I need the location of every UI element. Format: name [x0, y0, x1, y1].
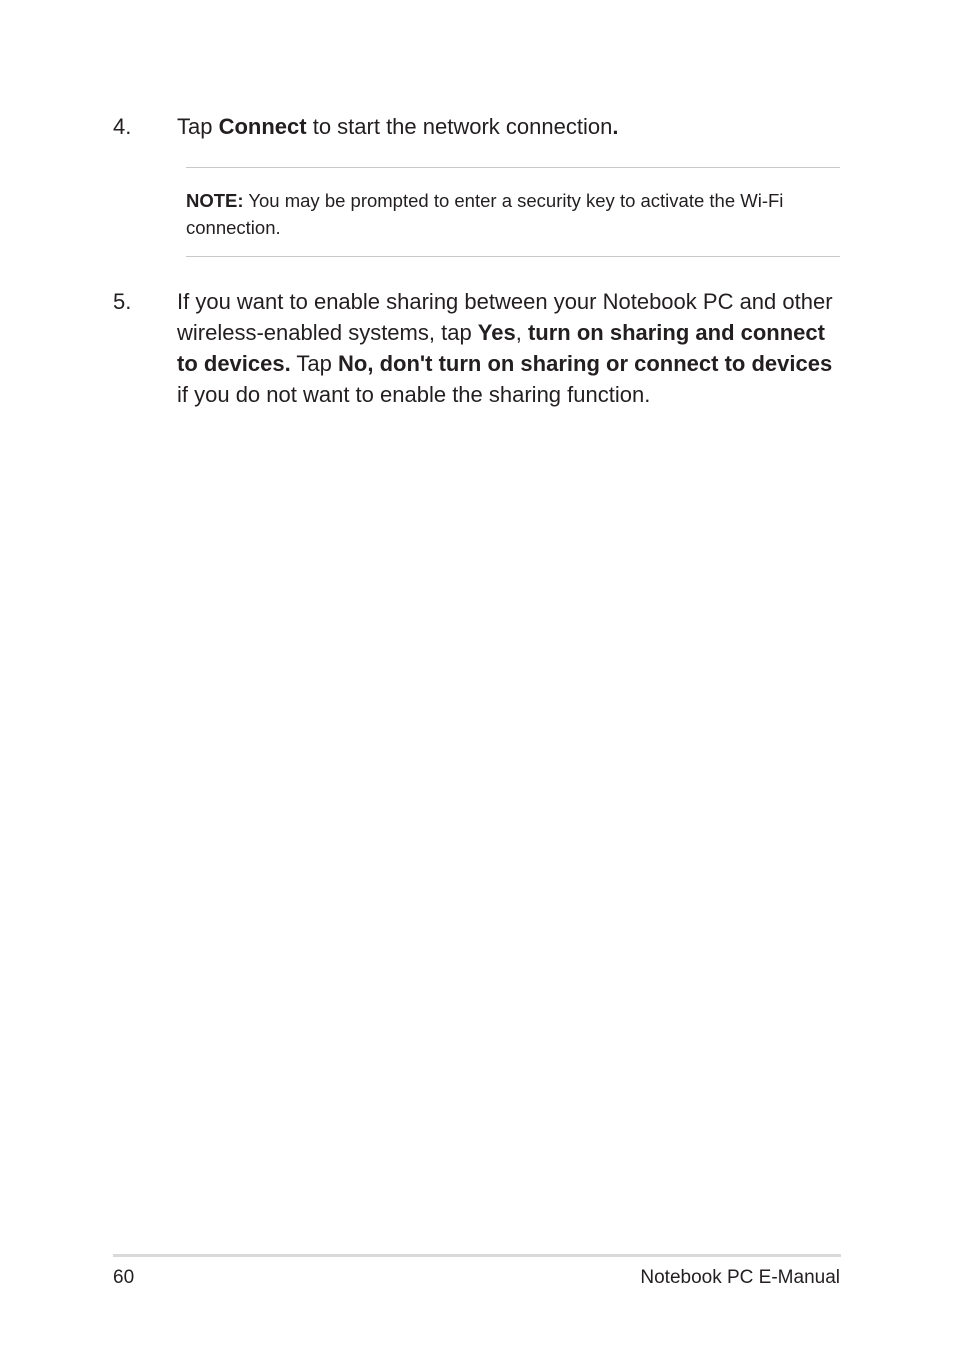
note-top-divider: [186, 167, 840, 168]
page-number: 60: [113, 1267, 135, 1288]
note-bottom-divider: [186, 256, 840, 257]
step-5-text-1: If you want to enable sharing between your Notebook PC and other wireless-enabled systems, tap: [177, 289, 833, 345]
step-4-text-pre: Tap: [177, 114, 219, 139]
note-text: You may be prompted to enter a security key to activate the Wi-Fi connection.: [186, 190, 784, 238]
step-5-turn-on-bold: turn on sharing and connect to devices.: [177, 320, 825, 376]
manual-title: Notebook PC E-Manual: [640, 1267, 840, 1288]
note-label: NOTE:: [186, 190, 244, 211]
step-4-text-mid: to start the network connection: [306, 114, 613, 139]
step-4-connect-bold: Connect: [218, 114, 307, 139]
step-5-text-2: Tap: [290, 351, 339, 376]
footer-divider: [113, 1254, 841, 1257]
step-5-yes-bold: Yes: [477, 320, 516, 345]
step-5-text: [177, 286, 837, 410]
step-5-no-bold: No, don't turn on sharing or connect to devices: [338, 351, 833, 376]
step-5-separator: ,: [515, 320, 528, 345]
step-5-text-3: if you do not want to enable the sharing function.: [177, 382, 651, 407]
step-4-period: .: [612, 114, 619, 139]
step-4-text: [177, 111, 837, 142]
step-4-number: 4.: [113, 114, 132, 139]
step-5-number: 5.: [113, 289, 132, 314]
note-box: [186, 187, 836, 241]
